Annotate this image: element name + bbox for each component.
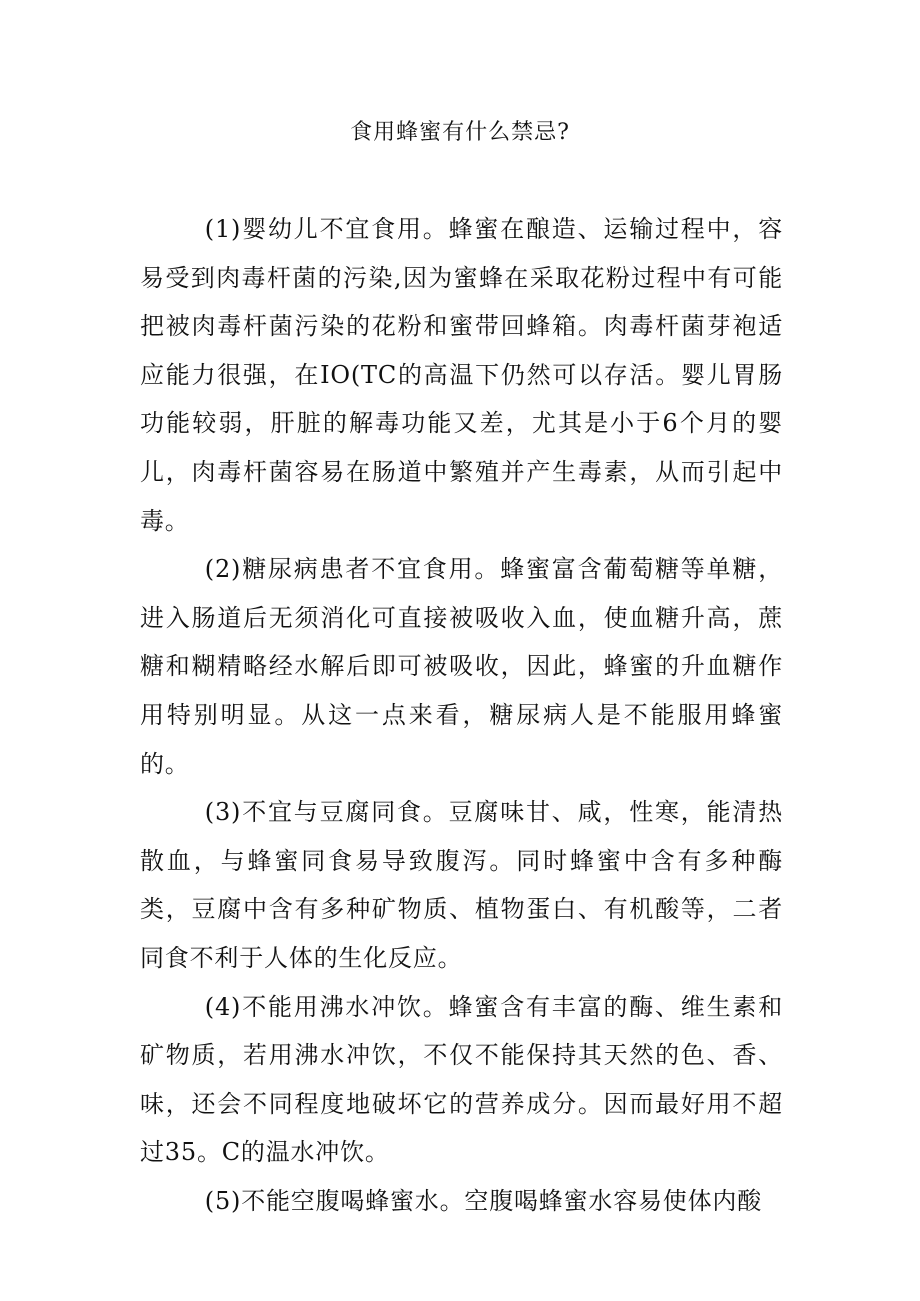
paragraph-diabetes: (2)糖尿病患者不宜食用。蜂蜜富含葡萄糖等单糖，进入肠道后无须消化可直接被吸收入血，使血糖升高，蔗糖和糊精略经水解后即可被吸收，因此，蜂蜜的升血糖作用特别明显。从这一点来看，糖尿病人是不能服用蜂蜜的。 — [140, 555, 783, 778]
paragraph-empty-stomach: (5)不能空腹喝蜂蜜水。空腹喝蜂蜜水容易使体内酸 — [204, 1186, 762, 1215]
document-body — [140, 205, 783, 1225]
paragraph-infants: (1)婴幼儿不宜食用。蜂蜜在酿造、运输过程中，容易受到肉毒杆菌的污染,因为蜜蜂在采取花粉过程中有可能把被肉毒杆菌污染的花粉和蜜带回蜂箱。肉毒杆菌芽袍适应能力很强，在IO(TC的高温下仍然可以存活。婴儿胃肠功能较弱，肝脏的解毒功能又差，尤其是小于6个月的婴儿，肉毒杆菌容易在肠道中繁殖并产生毒素，从而引起中毒。 — [140, 215, 783, 535]
paragraph-boiling-water: (4)不能用沸水冲饮。蜂蜜含有丰富的酶、维生素和矿物质，若用沸水冲饮，不仅不能保持其天然的色、香、味，还会不同程度地破坏它的营养成分。因而最好用不超过35。C的温水冲饮。 — [140, 992, 783, 1167]
page-title: 食用蜂蜜有什么禁忌? — [350, 120, 570, 145]
paragraph-tofu: (3)不宜与豆腐同食。豆腐味甘、咸，性寒，能清热散血，与蜂蜜同食易导致腹泻。同时蜂蜜中含有多种酶类，豆腐中含有多种矿物质、植物蛋白、有机酸等，二者同食不利于人体的生化反应。 — [140, 798, 783, 972]
